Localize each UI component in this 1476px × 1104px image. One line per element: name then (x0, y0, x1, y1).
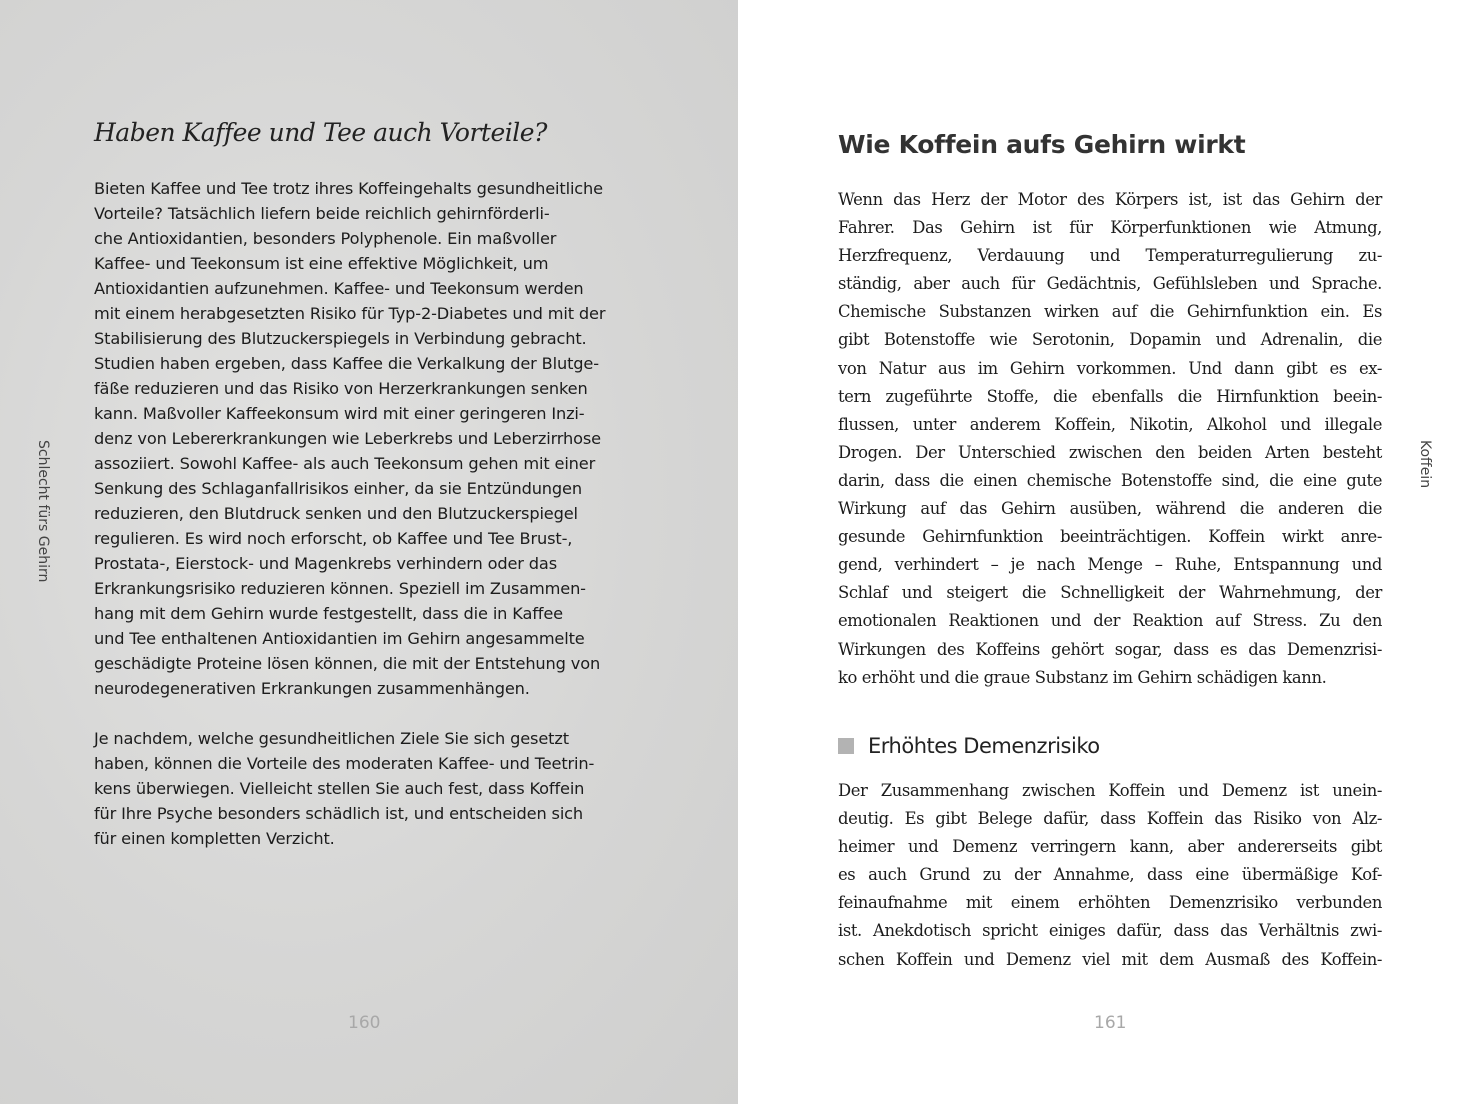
text-line: für Ihre Psyche besonders schädlich ist, und entscheiden sich (94, 804, 584, 823)
text-line: Wenn das Herz der Motor des Körpers ist, ist das Gehirn der (838, 190, 1382, 209)
text-line: Prostata-, Eierstock- und Magenkrebs verhindern oder das (94, 554, 557, 573)
text-line: Drogen. Der Unterschied zwischen den beiden Arten besteht (838, 442, 1382, 462)
text-line: neurodegenerativen Erkrankungen zusammenhängen. (94, 679, 530, 698)
text-line: deutig. Es gibt Belege dafür, dass Koffein das Risiko von Alz- (838, 809, 1382, 829)
page-number-right: 161 (1094, 1013, 1127, 1033)
text-line: Wirkung auf das Gehirn ausüben, während die anderen die (838, 499, 1382, 519)
text-line: feinaufnahme mit einem erhöhten Demenzrisiko verbunden (838, 893, 1382, 913)
text-line: für einen kompletten Verzicht. (94, 829, 335, 848)
text-line: ständig, aber auch für Gedächtnis, Gefühlsleben und Sprache. (838, 274, 1382, 294)
text-line: Vorteile? Tatsächlich liefern beide reichlich gehirnförderli- (94, 204, 550, 223)
text-line: Bieten Kaffee und Tee trotz ihres Koffeingehalts gesundheitliche (94, 179, 603, 198)
text-line: gesunde Gehirnfunktion beeinträchtigen. Koffein wirkt anre- (838, 527, 1382, 547)
right-page-title: Wie Koffein aufs Gehirn wirkt (838, 130, 1246, 159)
text-line: von Natur aus im Gehirn vorkommen. Und dann gibt es ex- (838, 358, 1382, 378)
running-head-left: Schlecht fürs Gehirn (35, 440, 51, 583)
text-line: Kaffee- und Teekonsum ist eine effektive Möglichkeit, um (94, 254, 549, 273)
running-head-right: Koffein (1417, 440, 1433, 489)
text-line: ko erhöht und die graue Substanz im Gehirn schädigen kann. (838, 667, 1327, 687)
text-line: flussen, unter anderem Koffein, Nikotin, Alkohol und illegale (838, 414, 1382, 434)
square-bullet-icon (838, 738, 854, 754)
text-line: fäße reduzieren und das Risiko von Herzerkrankungen senken (94, 379, 588, 398)
text-line: tern zugeführte Stoffe, die ebenfalls die Hirnfunktion beein- (838, 386, 1382, 406)
right-paragraph-1 (838, 186, 1382, 692)
text-line: Senkung des Schlaganfallrisikos einher, da sie Entzündungen (94, 479, 582, 498)
section-heading-text: Erhöhtes Demenzrisiko (868, 734, 1100, 758)
left-paragraph-2 (94, 726, 639, 851)
text-line: Chemische Substanzen wirken auf die Gehirnfunktion ein. Es (838, 302, 1382, 322)
text-line: kann. Maßvoller Kaffeekonsum wird mit einer geringeren Inzi- (94, 404, 585, 423)
text-line: reduzieren, den Blutdruck senken und den Blutzuckerspiegel (94, 504, 578, 523)
text-line: Stabilisierung des Blutzuckerspiegels in Verbindung gebracht. (94, 329, 587, 348)
text-line: Wirkungen des Koffeins gehört sogar, dass es das Demenzrisi- (838, 639, 1382, 659)
text-line: haben, können die Vorteile des moderaten Kaffee- und Teetrin- (94, 754, 595, 773)
left-page-title: Haben Kaffee und Tee auch Vorteile? (94, 118, 547, 147)
text-line: denz von Lebererkrankungen wie Leberkrebs und Leberzirrhose (94, 429, 601, 448)
text-line: che Antioxidantien, besonders Polyphenole. Ein maßvoller (94, 229, 557, 248)
text-line: Studien haben ergeben, dass Kaffee die Verkalkung der Blutge- (94, 354, 599, 373)
text-line: Schlaf und steigert die Schnelligkeit der Wahrnehmung, der (838, 583, 1382, 603)
right-paragraph-2 (838, 777, 1382, 974)
text-line: Herzfrequenz, Verdauung und Temperaturregulierung zu- (838, 246, 1382, 266)
left-paragraph-1 (94, 176, 639, 701)
text-line: Je nachdem, welche gesundheitlichen Ziele Sie sich gesetzt (94, 729, 569, 748)
text-line: es auch Grund zu der Annahme, dass eine übermäßige Kof- (838, 865, 1382, 885)
page-number-left: 160 (348, 1013, 381, 1033)
text-line: Der Zusammenhang zwischen Koffein und Demenz ist unein- (838, 781, 1382, 800)
text-line: emotionalen Reaktionen und der Reaktion auf Stress. Zu den (838, 611, 1382, 631)
text-line: assoziiert. Sowohl Kaffee- als auch Teekonsum gehen mit einer (94, 454, 596, 473)
text-line: gibt Botenstoffe wie Serotonin, Dopamin und Adrenalin, die (838, 330, 1382, 350)
text-line: Antioxidantien aufzunehmen. Kaffee- und Teekonsum werden (94, 279, 584, 298)
text-line: Erkrankungsrisiko reduzieren können. Speziell im Zusammen- (94, 579, 586, 598)
text-line: geschädigte Proteine lösen können, die mit der Entstehung von (94, 654, 601, 673)
text-line: hang mit dem Gehirn wurde festgestellt, dass die in Kaffee (94, 604, 563, 623)
text-line: mit einem herabgesetzten Risiko für Typ-2-Diabetes und mit der (94, 304, 606, 323)
section-heading (838, 734, 1100, 758)
text-line: und Tee enthaltenen Antioxidantien im Gehirn angesammelte (94, 629, 585, 648)
text-line: heimer und Demenz verringern kann, aber andererseits gibt (838, 837, 1382, 857)
text-line: ist. Anekdotisch spricht einiges dafür, dass das Verhältnis zwi- (838, 921, 1382, 941)
text-line: schen Koffein und Demenz viel mit dem Ausmaß des Koffein- (838, 949, 1382, 969)
text-line: gend, verhindert – je nach Menge – Ruhe, Entspannung und (838, 555, 1382, 575)
text-line: darin, dass die einen chemische Botenstoffe sind, die eine gute (838, 470, 1382, 490)
text-line: Fahrer. Das Gehirn ist für Körperfunktionen wie Atmung, (838, 218, 1382, 238)
text-line: kens überwiegen. Vielleicht stellen Sie auch fest, dass Koffein (94, 779, 585, 798)
text-line: regulieren. Es wird noch erforscht, ob Kaffee und Tee Brust-, (94, 529, 573, 548)
